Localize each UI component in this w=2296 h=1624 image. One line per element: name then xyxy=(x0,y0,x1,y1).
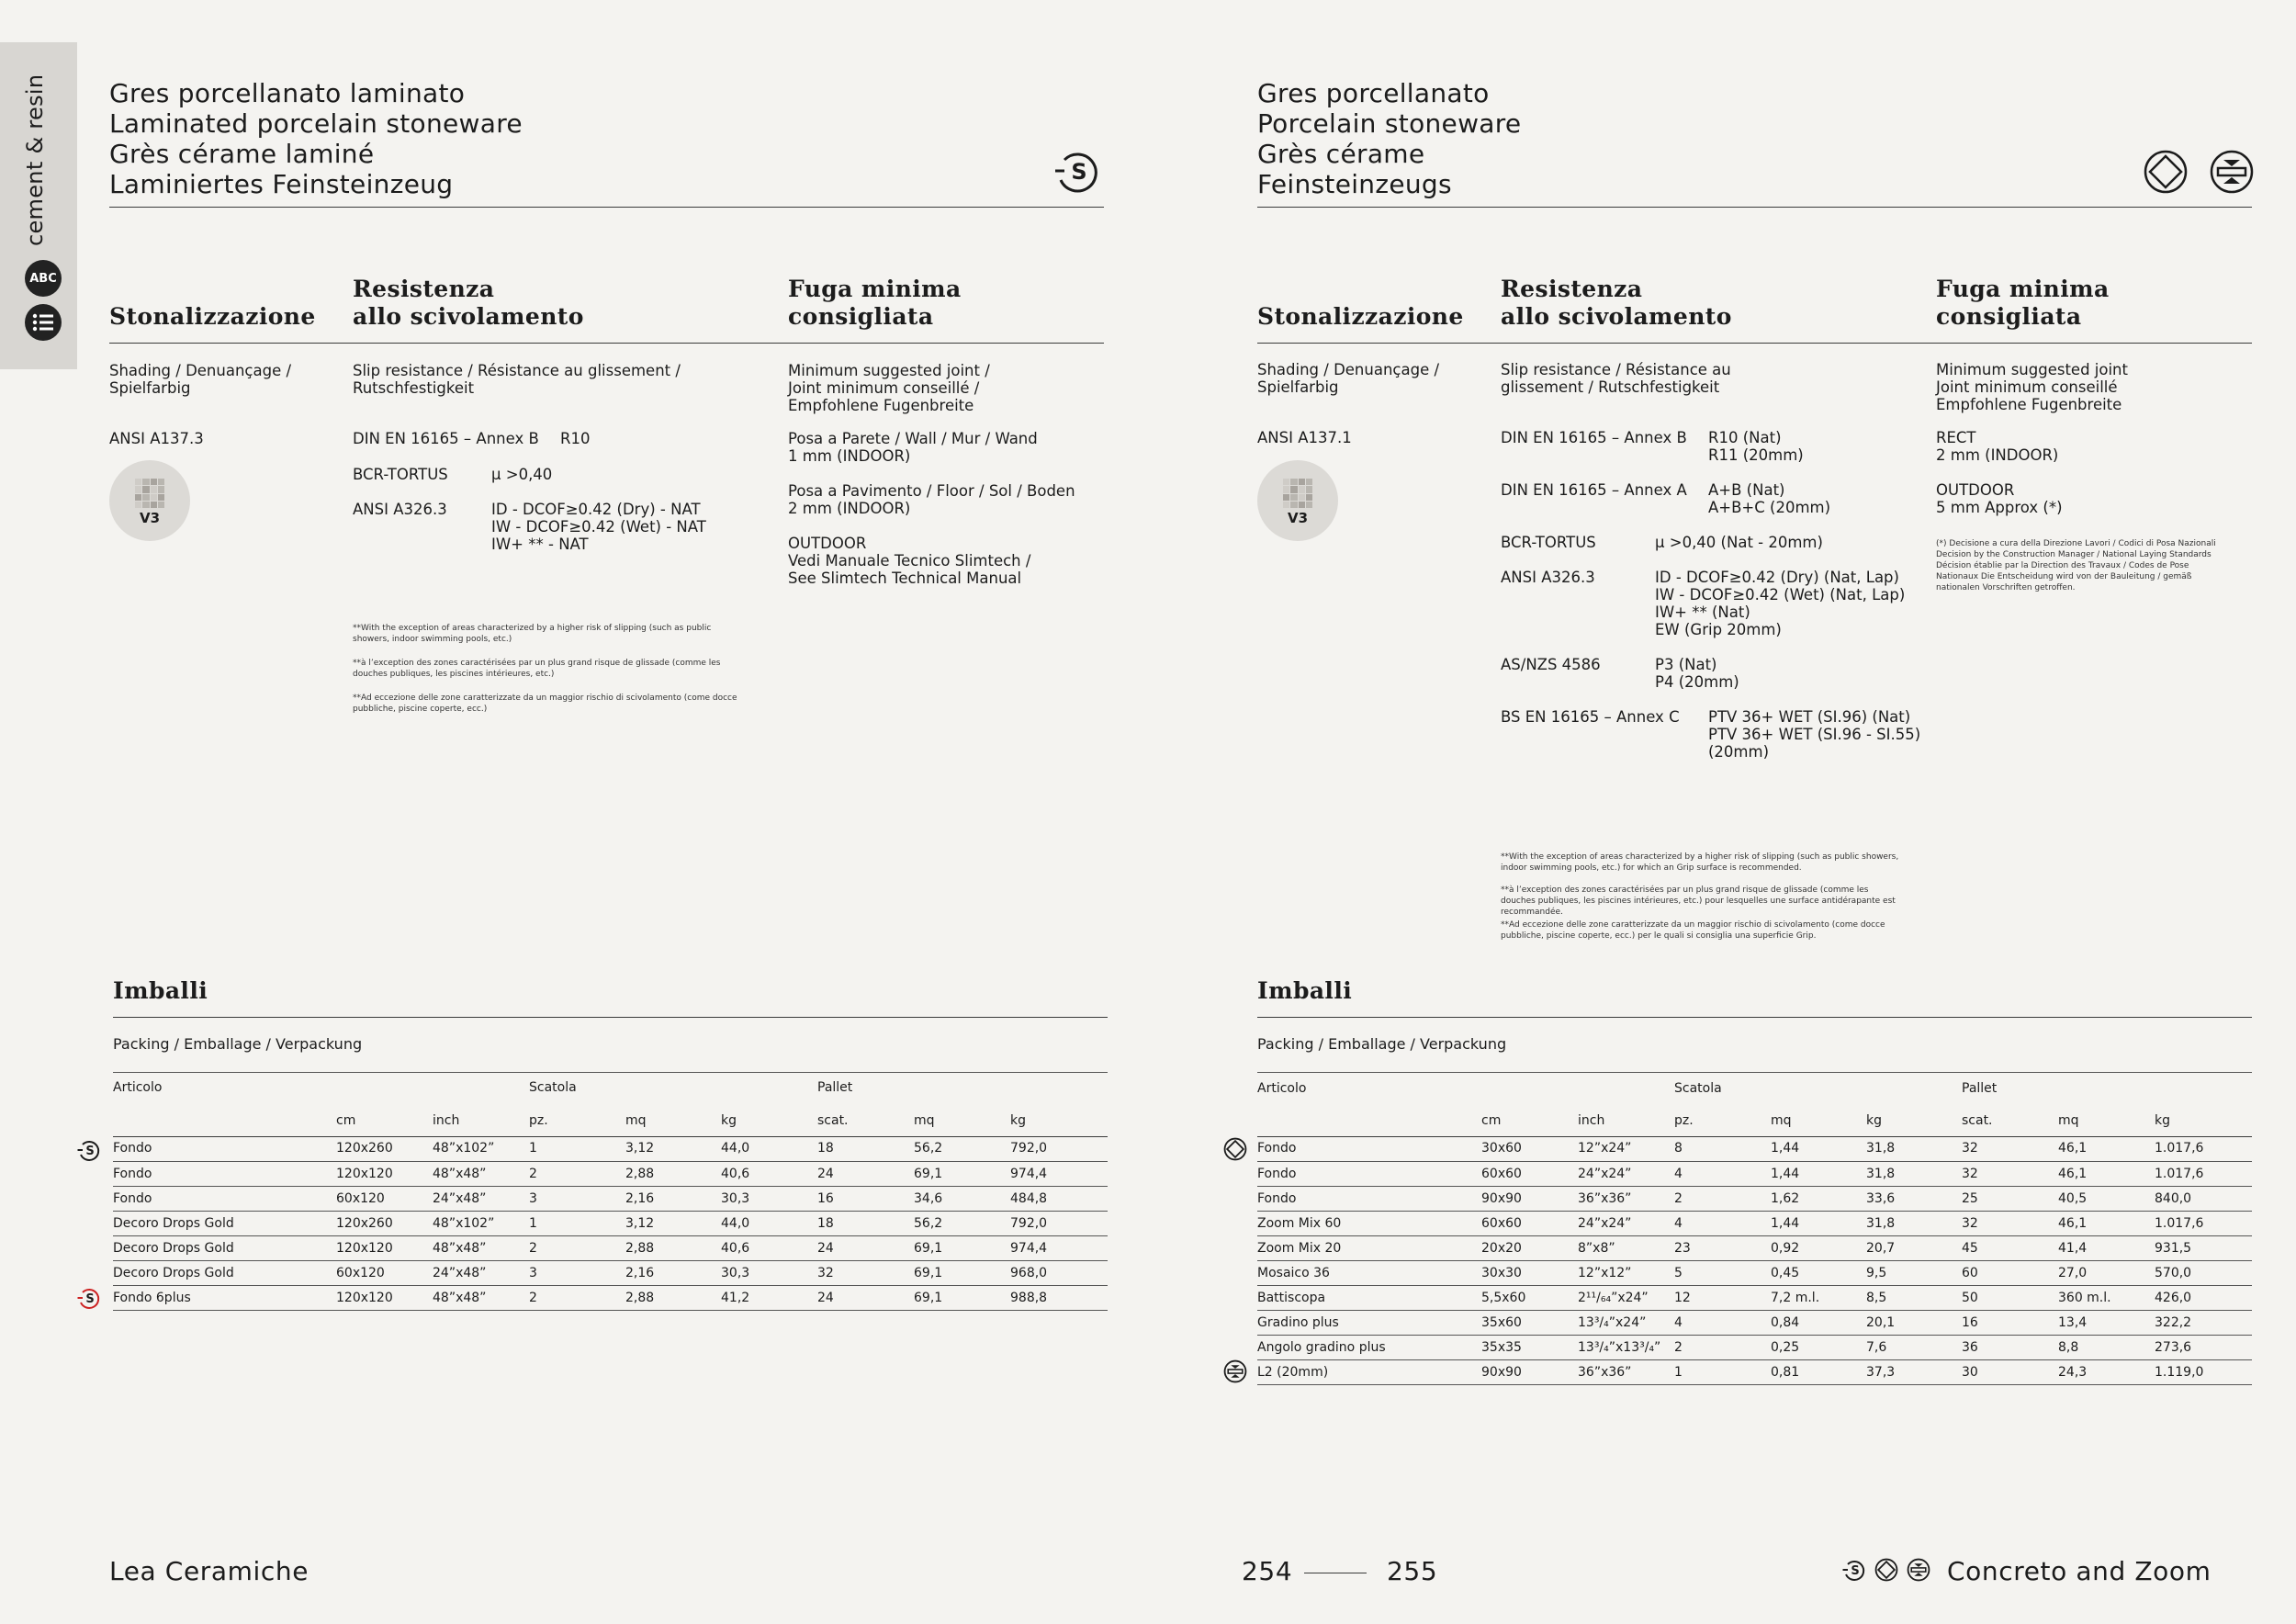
slip-footnote: **Ad eccezione delle zone caratterizzate da un maggior rischio di scivolamento (come docce pubbliche, piscine coperte, ecc.) xyxy=(353,694,737,714)
table-cell: 46,1 xyxy=(2058,1211,2155,1235)
col-header: kg xyxy=(721,1113,737,1128)
packing-rule xyxy=(1257,1017,2252,1018)
table-cell: 2 xyxy=(1674,1335,1771,1359)
slimtech-row-icon xyxy=(76,1138,102,1162)
table-cell: 1.017,6 xyxy=(2155,1136,2252,1161)
joint-subtitle: Minimum suggested joint Joint minimum conseillé Empfohlene Fugenbreite xyxy=(1936,361,2128,413)
table-cell: 9,5 xyxy=(1866,1260,1962,1285)
left-title: Gres porcellanato laminato Laminated porcelain stoneware Grès cérame laminé Laminiertes Feinsteinzeug xyxy=(109,78,523,199)
table-cell: 4 xyxy=(1674,1310,1771,1335)
table-cell: 12 xyxy=(1674,1285,1771,1310)
table-cell: 24 xyxy=(817,1235,914,1260)
article-name-cell: Battiscopa xyxy=(1257,1285,1481,1310)
packing-rule xyxy=(113,1072,1108,1073)
table-cell: 7,6 xyxy=(1866,1335,1962,1359)
table-cell: 1.119,0 xyxy=(2155,1359,2252,1384)
packing-table-right xyxy=(1257,1136,2252,1385)
table-cell: 2,88 xyxy=(625,1235,721,1260)
table-cell: 0,81 xyxy=(1771,1359,1866,1384)
table-cell: 570,0 xyxy=(2155,1260,2252,1285)
table-cell: 30 xyxy=(1962,1359,2058,1384)
article-name-cell: L2 (20mm) xyxy=(1257,1359,1481,1384)
table-cell: 48”x48” xyxy=(433,1235,529,1260)
article-name-cell: Fondo xyxy=(1257,1161,1481,1186)
article-name-cell: Fondo xyxy=(1257,1136,1481,1161)
packing-subtitle: Packing / Emballage / Verpackung xyxy=(1257,1035,1507,1053)
table-cell: 16 xyxy=(817,1186,914,1211)
table-cell: 41,4 xyxy=(2058,1235,2155,1260)
shading-heading: Stonalizzazione xyxy=(109,303,316,330)
heading-rule xyxy=(1257,343,2252,344)
col-header: kg xyxy=(1010,1113,1026,1128)
table-cell: 60x60 xyxy=(1481,1211,1578,1235)
table-cell: 120x120 xyxy=(336,1161,433,1186)
brand-name: Lea Ceramiche xyxy=(109,1556,310,1586)
table-cell: 31,8 xyxy=(1866,1211,1962,1235)
table-cell: 3 xyxy=(529,1186,625,1211)
table-cell: 24 xyxy=(817,1285,914,1310)
table-cell: 2 xyxy=(529,1285,625,1310)
table-cell: 426,0 xyxy=(2155,1285,2252,1310)
table-row xyxy=(1257,1186,2252,1211)
table-row xyxy=(1257,1211,2252,1235)
table-cell: 13³/₄”x13³/₄” xyxy=(1578,1335,1674,1359)
table-row xyxy=(113,1161,1108,1186)
abc-icon[interactable]: ABC xyxy=(25,260,62,297)
table-cell: 69,1 xyxy=(914,1260,1010,1285)
joint-subtitle: Minimum suggested joint / Joint minimum conseillé / Empfohlene Fugenbreite xyxy=(788,362,990,414)
table-cell: 2,88 xyxy=(625,1161,721,1186)
slip-standard-value: R10 xyxy=(560,430,591,447)
title-rule xyxy=(109,207,1104,208)
col-header: pz. xyxy=(1674,1113,1694,1128)
table-row xyxy=(1257,1136,2252,1161)
thickness-20mm-footer-icon xyxy=(1907,1558,1930,1582)
article-name-cell: Decoro Drops Gold xyxy=(113,1211,336,1235)
col-header: mq xyxy=(914,1113,935,1128)
article-name-cell: Fondo xyxy=(1257,1186,1481,1211)
table-cell: 1.017,6 xyxy=(2155,1211,2252,1235)
col-header: inch xyxy=(433,1113,460,1128)
shading-v3-badge: V3 xyxy=(109,460,190,541)
svg-text:S: S xyxy=(85,1292,95,1306)
col-pallet: Pallet xyxy=(1962,1081,1998,1096)
thickness-20mm-icon xyxy=(2209,149,2255,195)
table-cell: 36 xyxy=(1962,1335,2058,1359)
table-cell: 24”x48” xyxy=(433,1260,529,1285)
table-cell: 40,6 xyxy=(721,1161,817,1186)
table-row xyxy=(113,1186,1108,1211)
table-cell: 24 xyxy=(817,1161,914,1186)
packing-rule xyxy=(1257,1072,2252,1073)
packing-heading: Imballi xyxy=(1257,977,1353,1004)
table-row xyxy=(1257,1161,2252,1186)
slip-standard-label: ANSI A326.3 xyxy=(353,501,447,518)
thickness-20mm-row-icon xyxy=(1223,1359,1247,1383)
col-header: mq xyxy=(2058,1113,2079,1128)
list-icon[interactable] xyxy=(25,304,62,341)
col-articolo: Articolo xyxy=(113,1080,163,1095)
table-row xyxy=(1257,1335,2252,1359)
table-cell: 27,0 xyxy=(2058,1260,2155,1285)
table-cell: 5,5x60 xyxy=(1481,1285,1578,1310)
joint-footnote: (*) Decisione a cura della Direzione Lavori / Codici di Posa Nazionali Decision by the Construction Manager / National Laying Standards Décision établie par la Direction des Travaux / Codes de Pose Nationaux Die Entscheidung wird von der Bauleitung / gemäß nationalen Vorschriften getroffen. xyxy=(1936,539,2216,592)
slip-footnote: **à l’exception des zones caractérisées par un plus grand risque de glissade (comme les douches publiques, les piscines intérieures, etc.) pour lesquelles une surface antidérapante est recommandée. xyxy=(1501,885,1896,917)
slip-standard-value: ID - DCOF≥0.42 (Dry) (Nat, Lap) IW - DCOF≥0.42 (Wet) (Nat, Lap) IW+ ** (Nat) EW (Grip 20mm) xyxy=(1655,569,1906,638)
col-header: mq xyxy=(1771,1113,1792,1128)
table-cell: 13³/₄”x24” xyxy=(1578,1310,1674,1335)
table-cell: 1 xyxy=(1674,1359,1771,1384)
table-cell: 0,92 xyxy=(1771,1235,1866,1260)
article-name-cell: Decoro Drops Gold xyxy=(113,1235,336,1260)
article-name-cell: Zoom Mix 60 xyxy=(1257,1211,1481,1235)
table-cell: 30,3 xyxy=(721,1186,817,1211)
col-scatola: Scatola xyxy=(529,1080,577,1095)
table-cell: 34,6 xyxy=(914,1186,1010,1211)
shading-heading: Stonalizzazione xyxy=(1257,303,1464,330)
joint-heading: Fuga minima consigliata xyxy=(1936,276,2110,330)
joint-wall: Posa a Parete / Wall / Mur / Wand 1 mm (INDOOR) xyxy=(788,430,1038,465)
table-cell: 988,8 xyxy=(1010,1285,1108,1310)
table-cell: 20x20 xyxy=(1481,1235,1578,1260)
rectified-footer-icon xyxy=(1874,1558,1898,1582)
joint-outdoor: OUTDOOR Vedi Manuale Tecnico Slimtech / See Slimtech Technical Manual xyxy=(788,535,1031,587)
article-name-cell: Fondo 6plus xyxy=(113,1285,336,1310)
slimtech-row-icon-red xyxy=(76,1286,102,1310)
page-number-right: 255 xyxy=(1387,1556,1438,1586)
article-name-cell: Fondo xyxy=(113,1136,336,1161)
joint-floor: Posa a Pavimento / Floor / Sol / Boden 2 mm (INDOOR) xyxy=(788,482,1075,517)
table-cell: 931,5 xyxy=(2155,1235,2252,1260)
table-cell: 2,88 xyxy=(625,1285,721,1310)
slip-standard-label: ANSI A326.3 xyxy=(1501,569,1595,586)
slip-subtitle: Slip resistance / Résistance au glissement / Rutschfestigkeit xyxy=(1501,361,1731,396)
slip-standard-label: DIN EN 16165 – Annex B xyxy=(353,430,539,447)
table-row xyxy=(1257,1359,2252,1384)
table-cell: 60x60 xyxy=(1481,1161,1578,1186)
table-cell: 8,5 xyxy=(1866,1285,1962,1310)
table-cell: 48”x102” xyxy=(433,1211,529,1235)
table-cell: 25 xyxy=(1962,1186,2058,1211)
table-cell: 44,0 xyxy=(721,1211,817,1235)
table-cell: 32 xyxy=(817,1260,914,1285)
table-cell: 90x90 xyxy=(1481,1359,1578,1384)
slip-standard-label: BCR-TORTUS xyxy=(1501,534,1596,551)
slip-standard-value: ID - DCOF≥0.42 (Dry) - NAT IW - DCOF≥0.42 (Wet) - NAT IW+ ** - NAT xyxy=(491,501,706,553)
table-cell: 56,2 xyxy=(914,1136,1010,1161)
article-name-cell: Fondo xyxy=(113,1186,336,1211)
packing-subtitle: Packing / Emballage / Verpackung xyxy=(113,1035,363,1053)
table-cell: 31,8 xyxy=(1866,1136,1962,1161)
table-row xyxy=(113,1285,1108,1310)
col-header: pz. xyxy=(529,1113,548,1128)
table-cell: 30,3 xyxy=(721,1260,817,1285)
article-name-cell: Decoro Drops Gold xyxy=(113,1260,336,1285)
table-cell: 0,45 xyxy=(1771,1260,1866,1285)
slip-standard-value: A+B (Nat) A+B+C (20mm) xyxy=(1708,481,1831,516)
table-cell: 31,8 xyxy=(1866,1161,1962,1186)
table-cell: 273,6 xyxy=(2155,1335,2252,1359)
col-header: kg xyxy=(2155,1113,2170,1128)
article-name-cell: Gradino plus xyxy=(1257,1310,1481,1335)
joint-rect: RECT 2 mm (INDOOR) xyxy=(1936,429,2059,464)
slimtech-footer-icon xyxy=(1841,1558,1867,1582)
table-cell: 3 xyxy=(529,1260,625,1285)
shading-subtitle: Shading / Denuançage / Spielfarbig xyxy=(1257,361,1440,396)
table-cell: 792,0 xyxy=(1010,1211,1108,1235)
joint-outdoor: OUTDOOR 5 mm Approx (*) xyxy=(1936,481,2063,516)
table-cell: 35x60 xyxy=(1481,1310,1578,1335)
table-cell: 2 xyxy=(1674,1186,1771,1211)
svg-text:S: S xyxy=(1851,1564,1860,1578)
table-cell: 24”x24” xyxy=(1578,1161,1674,1186)
slip-standard-label: DIN EN 16165 – Annex A xyxy=(1501,481,1687,499)
table-cell: 56,2 xyxy=(914,1211,1010,1235)
table-cell: 24”x24” xyxy=(1578,1211,1674,1235)
slip-standard-label: BCR-TORTUS xyxy=(353,466,448,483)
col-header: cm xyxy=(1481,1113,1502,1128)
table-cell: 8 xyxy=(1674,1136,1771,1161)
table-cell: 1,44 xyxy=(1771,1136,1866,1161)
table-cell: 792,0 xyxy=(1010,1136,1108,1161)
table-cell: 8,8 xyxy=(2058,1335,2155,1359)
table-cell: 48”x102” xyxy=(433,1136,529,1161)
table-cell: 120x120 xyxy=(336,1285,433,1310)
col-header: inch xyxy=(1578,1113,1605,1128)
slip-heading: Resistenza allo scivolamento xyxy=(1501,276,1732,330)
shading-standard: ANSI A137.1 xyxy=(1257,429,1352,446)
joint-heading: Fuga minima consigliata xyxy=(788,276,962,330)
table-cell: 69,1 xyxy=(914,1161,1010,1186)
slip-footnote: **à l’exception des zones caractérisées par un plus grand risque de glissade (comme les douches publiques, les piscines intérieures, etc.) xyxy=(353,659,721,679)
col-header: cm xyxy=(336,1113,356,1128)
slip-standard-value: PTV 36+ WET (SI.96) (Nat) PTV 36+ WET (SI.96 - SI.55) (20mm) xyxy=(1708,708,1921,761)
col-header: kg xyxy=(1866,1113,1882,1128)
table-row xyxy=(1257,1310,2252,1335)
right-title: Gres porcellanato Porcelain stoneware Grès cérame Feinsteinzeugs xyxy=(1257,78,1522,199)
table-cell: 1,62 xyxy=(1771,1186,1866,1211)
table-cell: 974,4 xyxy=(1010,1235,1108,1260)
table-cell: 968,0 xyxy=(1010,1260,1108,1285)
svg-text:S: S xyxy=(1071,159,1087,185)
table-row xyxy=(113,1211,1108,1235)
table-cell: 60x120 xyxy=(336,1186,433,1211)
table-cell: 24”x48” xyxy=(433,1186,529,1211)
table-cell: 36”x36” xyxy=(1578,1359,1674,1384)
slip-standard-value: µ >0,40 xyxy=(491,466,553,483)
table-cell: 484,8 xyxy=(1010,1186,1108,1211)
table-row xyxy=(113,1260,1108,1285)
col-pallet: Pallet xyxy=(817,1080,853,1095)
table-cell: 60x120 xyxy=(336,1260,433,1285)
rectified-icon xyxy=(2143,149,2189,195)
article-name-cell: Fondo xyxy=(113,1161,336,1186)
shading-subtitle: Shading / Denuançage / Spielfarbig xyxy=(109,362,292,397)
table-cell: 12”x24” xyxy=(1578,1136,1674,1161)
table-cell: 23 xyxy=(1674,1235,1771,1260)
table-cell: 50 xyxy=(1962,1285,2058,1310)
table-cell: 36”x36” xyxy=(1578,1186,1674,1211)
shading-standard: ANSI A137.3 xyxy=(109,430,204,447)
table-cell: 35x35 xyxy=(1481,1335,1578,1359)
col-header: scat. xyxy=(1962,1113,1993,1128)
table-cell: 48”x48” xyxy=(433,1285,529,1310)
slip-standard-value: R10 (Nat) R11 (20mm) xyxy=(1708,429,1804,464)
page-number-left: 254 xyxy=(1242,1556,1293,1586)
slip-footnote: **With the exception of areas characterized by a higher risk of slipping (such as public showers, indoor swimming pools, etc.) for which an Grip surface is recommended. xyxy=(1501,852,1899,873)
table-cell: 1,44 xyxy=(1771,1211,1866,1235)
table-cell: 32 xyxy=(1962,1211,2058,1235)
table-cell: 18 xyxy=(817,1211,914,1235)
table-cell: 40,5 xyxy=(2058,1186,2155,1211)
table-cell: 360 m.l. xyxy=(2058,1285,2155,1310)
table-row xyxy=(1257,1260,2252,1285)
table-cell: 8”x8” xyxy=(1578,1235,1674,1260)
slimtech-icon xyxy=(1052,149,1103,193)
col-header: scat. xyxy=(817,1113,849,1128)
table-row xyxy=(113,1136,1108,1161)
article-name-cell: Zoom Mix 20 xyxy=(1257,1235,1481,1260)
table-cell: 2,16 xyxy=(625,1186,721,1211)
table-cell: 1 xyxy=(529,1211,625,1235)
slip-standard-label: BS EN 16165 – Annex C xyxy=(1501,708,1680,726)
col-header: mq xyxy=(625,1113,647,1128)
table-cell: 37,3 xyxy=(1866,1359,1962,1384)
slip-standard-value: P3 (Nat) P4 (20mm) xyxy=(1655,656,1739,691)
table-cell: 69,1 xyxy=(914,1235,1010,1260)
table-cell: 45 xyxy=(1962,1235,2058,1260)
slip-standard-label: AS/NZS 4586 xyxy=(1501,656,1601,673)
table-cell: 2 xyxy=(529,1161,625,1186)
table-cell: 840,0 xyxy=(2155,1186,2252,1211)
collection-name: Concreto and Zoom xyxy=(1947,1556,2212,1586)
packing-rule xyxy=(113,1017,1108,1018)
table-cell: 18 xyxy=(817,1136,914,1161)
table-cell: 12”x12” xyxy=(1578,1260,1674,1285)
table-row xyxy=(1257,1285,2252,1310)
slip-footnote: **With the exception of areas characterized by a higher risk of slipping (such as public showers, indoor swimming pools, etc.) xyxy=(353,624,712,644)
table-cell: 0,25 xyxy=(1771,1335,1866,1359)
table-cell: 2 xyxy=(529,1235,625,1260)
table-cell: 1,44 xyxy=(1771,1161,1866,1186)
table-cell: 20,1 xyxy=(1866,1310,1962,1335)
slip-standard-value: µ >0,40 (Nat - 20mm) xyxy=(1655,534,1823,551)
table-cell: 7,2 m.l. xyxy=(1771,1285,1866,1310)
rectified-row-icon xyxy=(1223,1137,1247,1161)
table-cell: 4 xyxy=(1674,1211,1771,1235)
table-cell: 5 xyxy=(1674,1260,1771,1285)
table-cell: 90x90 xyxy=(1481,1186,1578,1211)
table-cell: 24,3 xyxy=(2058,1359,2155,1384)
table-cell: 48”x48” xyxy=(433,1161,529,1186)
table-row xyxy=(113,1235,1108,1260)
table-cell: 120x260 xyxy=(336,1211,433,1235)
table-cell: 41,2 xyxy=(721,1285,817,1310)
slip-subtitle: Slip resistance / Résistance au glissement / Rutschfestigkeit xyxy=(353,362,681,397)
table-cell: 3,12 xyxy=(625,1136,721,1161)
table-cell: 33,6 xyxy=(1866,1186,1962,1211)
heading-rule xyxy=(109,343,1104,344)
table-cell: 40,6 xyxy=(721,1235,817,1260)
slip-standard-label: DIN EN 16165 – Annex B xyxy=(1501,429,1687,446)
article-name-cell: Angolo gradino plus xyxy=(1257,1335,1481,1359)
article-name-cell: Mosaico 36 xyxy=(1257,1260,1481,1285)
table-cell: 16 xyxy=(1962,1310,2058,1335)
table-cell: 3,12 xyxy=(625,1211,721,1235)
table-row xyxy=(1257,1235,2252,1260)
table-cell: 44,0 xyxy=(721,1136,817,1161)
col-scatola: Scatola xyxy=(1674,1081,1722,1096)
slip-footnote: **Ad eccezione delle zone caratterizzate da un maggior rischio di scivolamento (come docce pubbliche, piscine coperte, ecc.) per le quali si consiglia una superficie Grip. xyxy=(1501,920,1885,941)
table-cell: 32 xyxy=(1962,1161,2058,1186)
table-cell: 1.017,6 xyxy=(2155,1161,2252,1186)
table-cell: 2¹¹/₆₄”x24” xyxy=(1578,1285,1674,1310)
table-cell: 69,1 xyxy=(914,1285,1010,1310)
slip-heading: Resistenza allo scivolamento xyxy=(353,276,584,330)
table-cell: 1 xyxy=(529,1136,625,1161)
shading-v3-badge: V3 xyxy=(1257,460,1338,541)
table-cell: 46,1 xyxy=(2058,1136,2155,1161)
col-articolo: Articolo xyxy=(1257,1081,1307,1096)
table-cell: 120x260 xyxy=(336,1136,433,1161)
table-cell: 974,4 xyxy=(1010,1161,1108,1186)
table-cell: 4 xyxy=(1674,1161,1771,1186)
table-cell: 30x30 xyxy=(1481,1260,1578,1285)
table-cell: 30x60 xyxy=(1481,1136,1578,1161)
svg-text:S: S xyxy=(85,1145,95,1158)
table-cell: 20,7 xyxy=(1866,1235,1962,1260)
table-cell: 13,4 xyxy=(2058,1310,2155,1335)
table-cell: 120x120 xyxy=(336,1235,433,1260)
table-cell: 60 xyxy=(1962,1260,2058,1285)
table-cell: 322,2 xyxy=(2155,1310,2252,1335)
table-cell: 32 xyxy=(1962,1136,2058,1161)
table-cell: 46,1 xyxy=(2058,1161,2155,1186)
sidebar-category-label[interactable]: cement & resin xyxy=(22,73,48,246)
packing-table-left xyxy=(113,1136,1108,1311)
table-cell: 0,84 xyxy=(1771,1310,1866,1335)
packing-heading: Imballi xyxy=(113,977,208,1004)
title-rule xyxy=(1257,207,2252,208)
table-cell: 2,16 xyxy=(625,1260,721,1285)
